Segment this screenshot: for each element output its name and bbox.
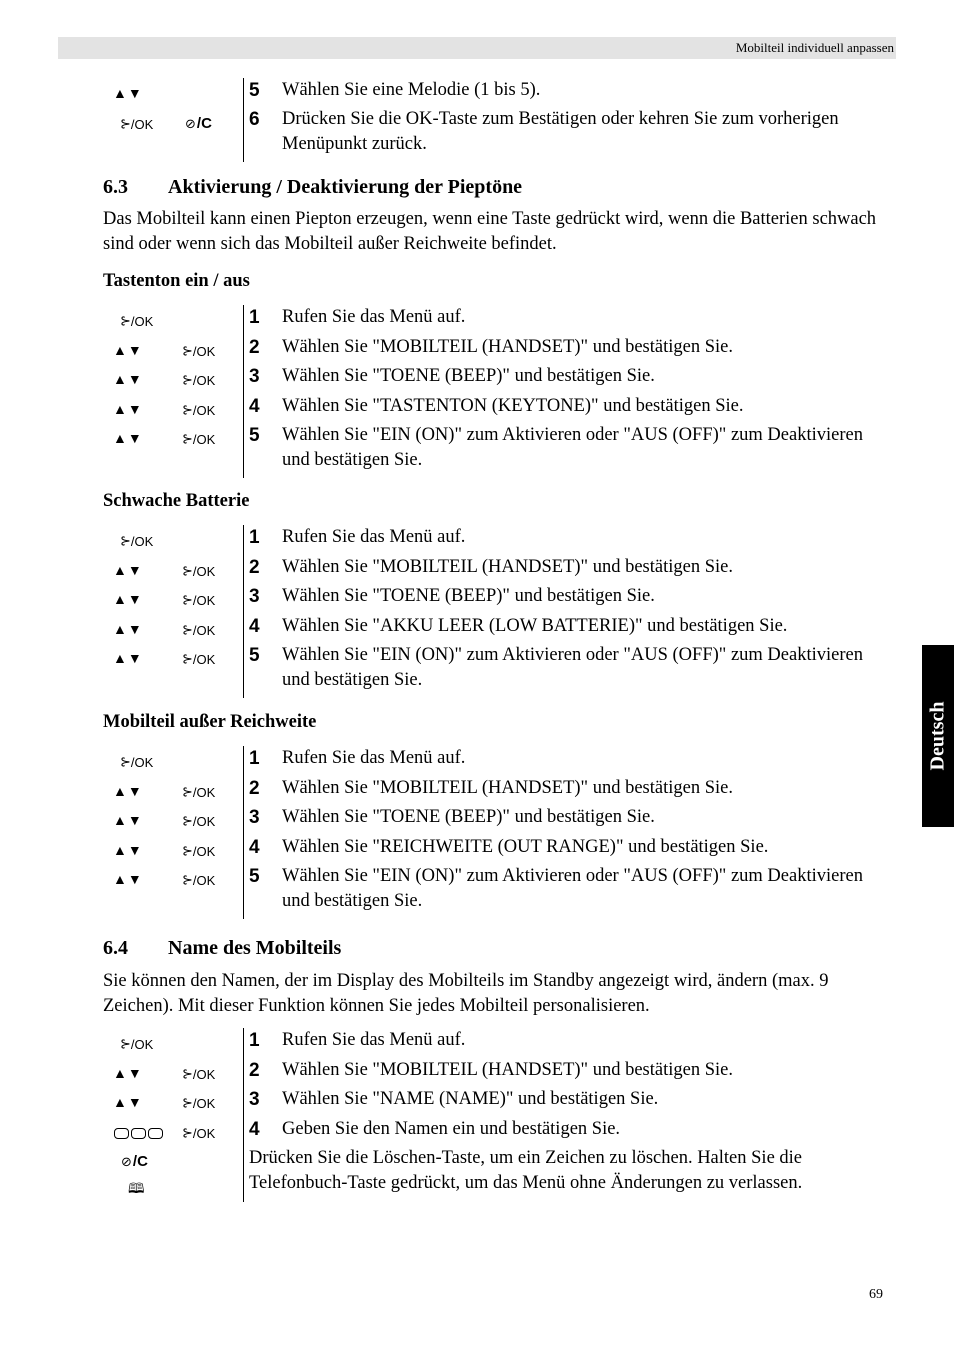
steps-block-low-battery [100,525,895,698]
divider-line [243,525,244,698]
ok-key-icon: ⊱ /OK [182,372,216,388]
ok-key-icon: ⊱ /OK [182,563,216,579]
ok-key-icon: ⊱ /OK [120,754,154,770]
step-item: 2 Wählen Sie "MOBILTEIL (HANDSET)" und bestätigen Sie. [249,337,733,358]
ok-key-icon: ⊱ /OK [182,1066,216,1082]
step-item: 5 Wählen Sie "EIN (ON)" zum Aktivieren oder "AUS (OFF)" zum Deaktivieren und bestätigen Sie. [249,425,863,470]
ok-key-icon: ⊱ /OK [120,533,154,549]
up-down-arrows-icon: ▲▼ [113,85,143,101]
ok-key-icon: ⊱ /OK [182,651,216,667]
header-bar [58,37,896,59]
up-down-arrows-icon: ▲▼ [113,871,143,887]
section-intro-6-3: Das Mobilteil kann einen Piepton erzeugen, wenn eine Taste gedrückt wird, wenn die Batterien schwach sind oder wenn sich das Mobilteil außer Reichweite befindet. [103,209,877,254]
language-tab-label: Deutsch [926,701,949,771]
subheading-low-battery: Schwache Batterie [103,491,250,511]
step-item: 3 Wählen Sie "TOENE (BEEP)" und bestätigen Sie. [249,586,655,607]
header-title: Mobilteil individuell anpassen [735,40,894,55]
ok-key-icon: ⊱ /OK [182,343,216,359]
steps-block-keytone [100,305,895,478]
step-item: 3 Wählen Sie "TOENE (BEEP)" und bestätigen Sie. [249,807,655,828]
phonebook-icon: 🕮 [128,1180,145,1196]
section-intro-6-4: Sie können den Namen, der im Display des Mobilteils im Standby angezeigt wird, ändern (max. 9 Zeichen). Mit dieser Funktion können Sie jedes Mobilteil personalisieren. [103,971,829,1016]
up-down-arrows-icon: ▲▼ [113,842,143,858]
ok-key-icon: ⊱ /OK [182,1125,216,1141]
alphanumeric-keys-icon [114,1128,163,1139]
up-down-arrows-icon: ▲▼ [113,430,143,446]
step-item: 4 Wählen Sie "REICHWEITE (OUT RANGE)" und bestätigen Sie. [249,837,769,858]
up-down-arrows-icon: ▲▼ [113,371,143,387]
ok-key-icon: ⊱ /OK [120,116,154,132]
up-down-arrows-icon: ▲▼ [113,783,143,799]
up-down-arrows-icon: ▲▼ [113,1094,143,1110]
ok-key-icon: ⊱ /OK [182,784,216,800]
ok-key-icon: ⊱ /OK [120,313,154,329]
step-item: 4 Wählen Sie "AKKU LEER (LOW BATTERIE)" und bestätigen Sie. [249,616,788,637]
step-item: 3 Wählen Sie "NAME (NAME)" und bestätigen Sie. [249,1089,659,1110]
subheading-out-of-range: Mobilteil außer Reichweite [103,712,317,732]
ok-key-icon: ⊱ /OK [182,402,216,418]
step-item: 2 Wählen Sie "MOBILTEIL (HANDSET)" und bestätigen Sie. [249,778,733,799]
step-item: 1 Rufen Sie das Menü auf. [249,748,466,769]
up-down-arrows-icon: ▲▼ [113,621,143,637]
divider-line [243,746,244,919]
ok-key-icon: ⊱ /OK [182,592,216,608]
up-down-arrows-icon: ▲▼ [113,650,143,666]
note-text: Drücken Sie die Löschen-Taste, um ein Zeichen zu löschen. Halten Sie die Telefonbuch-Taste gedrückt, um das Menü ohne Änderungen zu verlassen. [249,1148,803,1193]
steps-block-handset-name [100,1028,895,1202]
ok-key-icon: ⊱ /OK [182,431,216,447]
page-number: 69 [869,1287,883,1302]
divider-line [243,1028,244,1202]
ok-key-icon: ⊱ /OK [182,843,216,859]
step-item: 6 Drücken Sie die OK-Taste zum Bestätigen oder kehren Sie zum vorherigen Menüpunkt zurück. [249,109,839,154]
step-item: 1 Rufen Sie das Menü auf. [249,307,466,328]
up-down-arrows-icon: ▲▼ [113,342,143,358]
up-down-arrows-icon: ▲▼ [113,562,143,578]
step-item: 5 Wählen Sie eine Melodie (1 bis 5). [249,80,541,101]
divider-line [243,78,244,162]
step-item: 4 Wählen Sie "TASTENTON (KEYTONE)" und bestätigen Sie. [249,396,744,417]
step-item: 2 Wählen Sie "MOBILTEIL (HANDSET)" und bestätigen Sie. [249,557,733,578]
top-steps-block [100,78,895,162]
clear-c-key-icon: ⊘ /C [121,1153,148,1170]
divider-line [243,305,244,478]
ok-key-icon: ⊱ /OK [182,872,216,888]
ok-key-icon: ⊱ /OK [182,813,216,829]
step-item: 4 Geben Sie den Namen ein und bestätigen Sie. [249,1119,621,1140]
language-tab [922,645,954,827]
ok-key-icon: ⊱ /OK [120,1036,154,1052]
ok-key-icon: ⊱ /OK [182,1095,216,1111]
step-item: 2 Wählen Sie "MOBILTEIL (HANDSET)" und bestätigen Sie. [249,1060,733,1081]
step-item: 1 Rufen Sie das Menü auf. [249,527,466,548]
up-down-arrows-icon: ▲▼ [113,401,143,417]
step-item: 5 Wählen Sie "EIN (ON)" zum Aktivieren oder "AUS (OFF)" zum Deaktivieren und bestätigen Sie. [249,866,863,911]
step-item: 5 Wählen Sie "EIN (ON)" zum Aktivieren oder "AUS (OFF)" zum Deaktivieren und bestätigen Sie. [249,645,863,690]
up-down-arrows-icon: ▲▼ [113,812,143,828]
step-item: 3 Wählen Sie "TOENE (BEEP)" und bestätigen Sie. [249,366,655,387]
step-item: 1 Rufen Sie das Menü auf. [249,1030,466,1051]
subheading-keytone: Tastenton ein / aus [103,271,250,291]
clear-c-key-icon: ⊘ /C [185,115,212,132]
up-down-arrows-icon: ▲▼ [113,1065,143,1081]
ok-key-icon: ⊱ /OK [182,622,216,638]
section-title-6-3: 6.3 Aktivierung / Deaktivierung der Pieptöne [103,176,523,198]
up-down-arrows-icon: ▲▼ [113,591,143,607]
steps-block-out-of-range [100,746,895,919]
section-title-6-4: 6.4 Name des Mobilteils [103,937,342,959]
